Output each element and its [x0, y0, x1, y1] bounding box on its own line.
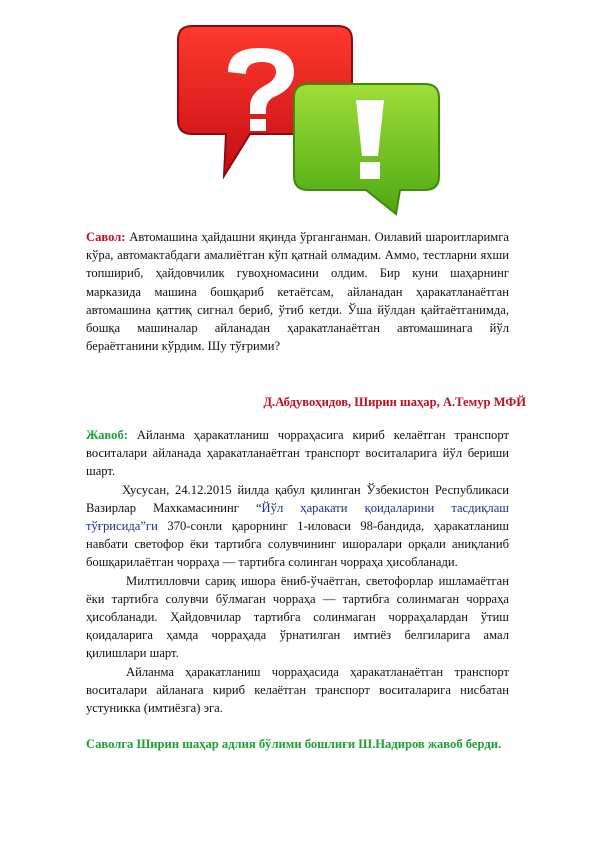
question-text: Автомашина ҳайдашни яқинда ўрганганман. Оилавий шароитларимга кўра, автомактабдаги амалиётган кўп қатнай олмадим. Аммо, тестларни яхши топшириб, ҳайдовчилик гувоҳномасини олдим. Бир куни шаҳарнинг марказида машина бошқариб кетаётсам, айланадан ҳаракатланаётган автомашина қаттиқ сигнал бериб, ўтиб кетди. Ўша йўлдан қайтаётганимда, бошқа машиналар айланадан ҳаракатланаётган автомашинага йўл бераётганини кўрдим. Шу тўғрими? [86, 230, 509, 354]
answer-block [86, 426, 509, 717]
header-illustration [0, 0, 595, 225]
answer-paragraph-2-end: 370-сонли қарорнинг 1-иловаси 98-бандида, ҳаракатланиш навбати светофор ёки тартибга солувчининг ишоралари орқали аниқланиб бошқарилаётган чорраҳа — тартибга солинган чорраҳа ҳисобланади. [86, 519, 509, 570]
resolution-link[interactable]: Йўл ҳаракати қоидаларини тасдиқлаш тўғрисида”ги [86, 500, 509, 534]
exclamation-bubble-icon [294, 84, 439, 214]
answer-label: Жавоб: [86, 428, 128, 442]
answer-footer: Саволга Ширин шаҳар адлия бўлими бошлиғи Ш.Надиров жавоб берди. [86, 737, 502, 751]
answer-paragraph-4: Айланма ҳаракатланиш чорраҳасида ҳаракатланаётган транспорт воситалари айланага кириб келаётган транспорт воситаларига нисбатан устуникка (имтиёзга) эга. [86, 664, 509, 716]
answer-paragraph-1: Айланма ҳаракатланиш чорраҳасига кириб келаётган транспорт воситалари айланада ҳаракатланаётган транспорт воситаларига йўл бериши шарт. [86, 428, 509, 479]
answer-paragraph-2-start: Хусусан, 24.12.2015 йилда қабул қилинган Ўзбекистон Республикаси Вазирлар Махкамасининг “ [86, 482, 509, 515]
answer-paragraph-2 [86, 481, 509, 572]
question-author: Д.Абдувоҳидов, Ширин шаҳар, А.Темур МФЙ [263, 395, 526, 409]
question-label: Савол: [86, 230, 126, 244]
question-block [86, 228, 509, 355]
answer-paragraph-3: Милтилловчи сариқ ишора ёниб-ўчаётган, светофорлар ишламаётган ёки тартибга солувчи бўлмаган чорраҳа — тартибга солинмаган чорраҳа ҳисобланади. Ҳайдовчилар тартибга солинмаган чорраҳалардан ўтиш қоидаларига ҳамда чорраҳада ўрнатилган имтиёз белгиларига амал қилишлари шарт. [86, 573, 509, 661]
